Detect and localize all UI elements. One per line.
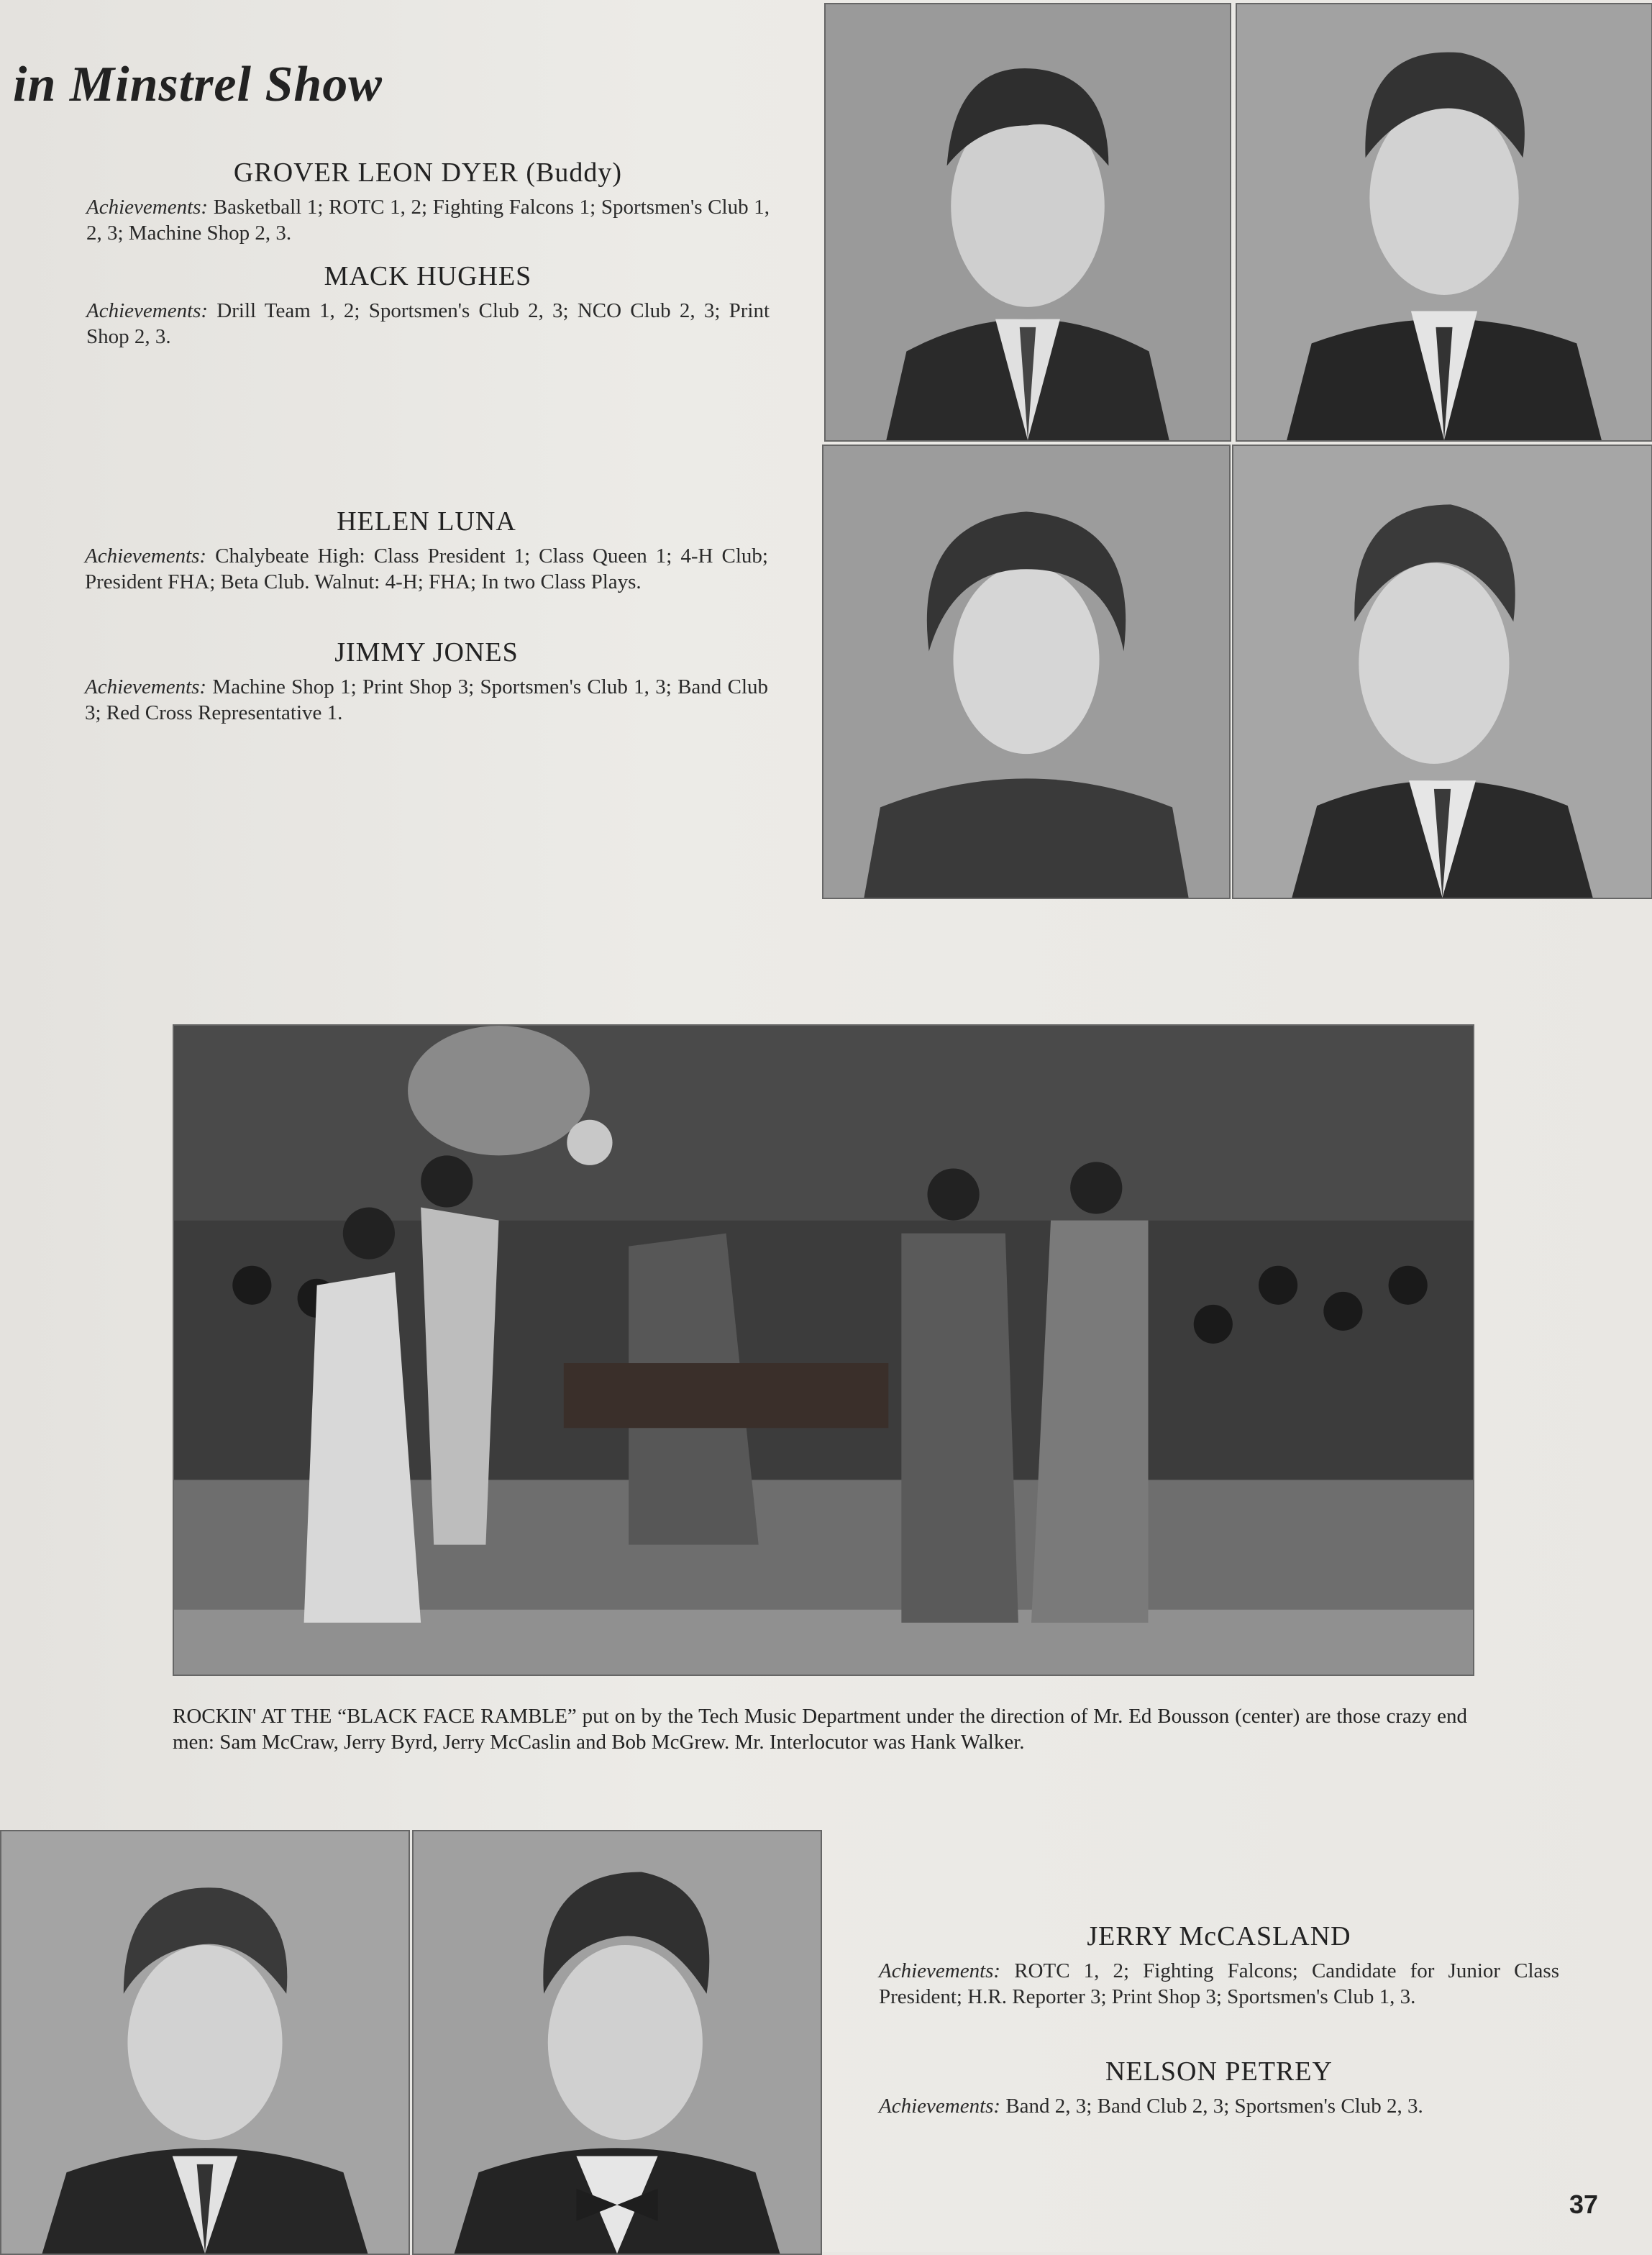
achievements-label: Achievements: [879,2095,1001,2118]
portrait-photo-nelson-petrey [412,1830,822,2255]
student-name: NELSON PETREY [1105,2056,1333,2087]
group-photo-image [174,1026,1473,1675]
achievements-label: Achievements: [879,1959,1001,1982]
student-achievements: Achievements: ROTC 1, 2; Fighting Falcons; Candidate for Junior Class President; H.R. Reporter 3; Print Shop 3; Sportsmen's Club 1, 3. [879,1959,1559,2008]
student-achievements: Achievements: Drill Team 1, 2; Sportsmen's Club 2, 3; NCO Club 2, 3; Print Shop 2, 3. [86,299,770,348]
student-name: JIMMY JONES [334,637,519,668]
portrait-image [414,1831,821,2254]
portrait-image [826,4,1230,440]
portrait-photo-mack-hughes [1236,3,1652,442]
student-name: JERRY McCASLAND [1087,1921,1351,1951]
student-achievements: Achievements: Machine Shop 1; Print Shop 3; Sportsmen's Club 1, 3; Band Club 3; Red Cross Representative 1. [85,675,769,724]
student-name: GROVER LEON DYER (Buddy) [233,158,623,188]
section-title: in Minstrel Show [13,57,383,112]
bio-nelson-petrey [879,2056,1559,2119]
portrait-image [1,1831,409,2254]
student-name: HELEN LUNA [337,506,516,537]
bio-jerry-mccasland [879,1921,1559,2010]
student-name: MACK HUGHES [324,261,532,291]
achievements-label: Achievements: [85,545,207,568]
portrait-photo-jimmy-jones [1232,445,1652,899]
group-minstrel-show-photo [173,1024,1474,1676]
portrait-image [1237,4,1651,440]
student-achievements: Achievements: Band 2, 3; Band Club 2, 3; Sportsmen's Club 2, 3. [879,2095,1423,2118]
group-photo-caption: ROCKIN' AT THE “BLACK FACE RAMBLE” put on by the Tech Music Department under the direction of Mr. Ed Bousson (center) are those crazy end men: Sam McCraw, Jerry Byrd, Jerry McCaslin and Bob McGrew. Mr. Interlocutor was Hank Walker. [173,1705,1467,1754]
page-number: 37 [1569,2190,1599,2219]
achievements-label: Achievements: [85,675,207,698]
achievements-label: Achievements: [86,196,209,219]
achievements-label: Achievements: [86,299,209,322]
bio-mack-hughes [86,260,770,350]
portrait-photo-grover-dyer [824,3,1231,442]
portrait-photo-jerry-mccasland [0,1830,410,2255]
portrait-image [823,446,1229,898]
student-achievements: Achievements: Basketball 1; ROTC 1, 2; Fighting Falcons 1; Sportsmen's Club 1, 2, 3; Machine Shop 2, 3. [86,196,770,245]
bio-grover-dyer [86,157,770,246]
student-achievements: Achievements: Chalybeate High: Class President 1; Class Queen 1; 4-H Club; President FHA; Beta Club. Walnut: 4-H; FHA; In two Class Plays. [85,545,768,593]
bio-helen-luna [85,506,768,595]
portrait-image [1233,446,1651,898]
portrait-photo-helen-luna [822,445,1231,899]
bio-jimmy-jones [85,637,768,726]
